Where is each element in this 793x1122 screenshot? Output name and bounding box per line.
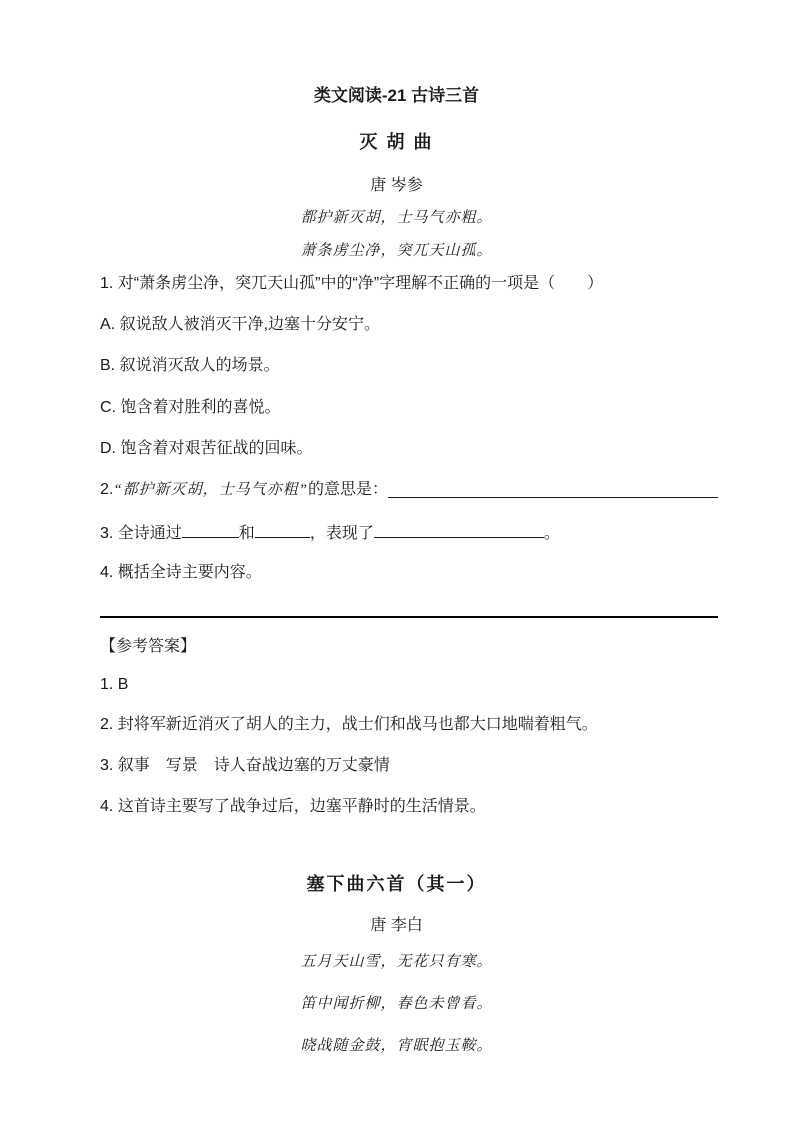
question-3 xyxy=(100,521,718,545)
answer-4: 4. 这首诗主要写了战争过后，边塞平静时的生活情景。 xyxy=(100,798,486,815)
question-3-text-1: 3. 全诗通过 xyxy=(100,525,182,542)
poem1-author: 唐 岑参 xyxy=(370,177,423,194)
question-3-blank-1 xyxy=(182,521,239,538)
question-2-quote: “都护新灭胡，士马气亦粗” xyxy=(113,482,309,498)
question-2-text: 的意思是： xyxy=(308,481,389,498)
poem2-line: 笛中闻折柳，春色未曾看。 xyxy=(300,996,493,1012)
question-3-text-3: ，表现了 xyxy=(309,525,374,542)
poem2-line: 晓战随金鼓，宵眠抱玉鞍。 xyxy=(300,1038,493,1054)
question-3-blank-3 xyxy=(374,521,544,538)
question-4: 4. 概括全诗主要内容。 xyxy=(100,564,262,581)
section-divider xyxy=(100,616,718,618)
answer-1: 1. B xyxy=(100,676,129,693)
poem2-author: 唐 李白 xyxy=(370,917,423,934)
poem1-line: 都护新灭胡，士马气亦粗。 xyxy=(300,210,493,226)
question-1: 1. 对“萧条虏尘净，突兀天山孤”中的“净”字理解不正确的一项是（ ） xyxy=(100,275,604,292)
answer-2: 2. 封将军新近消灭了胡人的主力，战士们和战马也都大口地喘着粗气。 xyxy=(100,716,598,733)
poem1-line: 萧条虏尘净，突兀天山孤。 xyxy=(300,243,493,259)
question-3-text-4: 。 xyxy=(543,525,560,542)
question-1-option-b: B. 叙说消灭敌人的场景。 xyxy=(100,357,280,374)
answer-3: 3. 叙事 写景 诗人奋战边塞的万丈豪情 xyxy=(100,757,390,774)
question-2-answer-blank xyxy=(388,479,718,498)
doc-title: 类文阅读-21 古诗三首 xyxy=(313,86,480,105)
question-3-text-2: 和 xyxy=(238,525,255,542)
question-2-number: 2. xyxy=(100,481,114,498)
poem2-line: 五月天山雪，无花只有寒。 xyxy=(300,954,493,970)
question-2 xyxy=(100,479,718,501)
poem2-title: 塞下曲六首（其一） xyxy=(306,874,487,894)
question-1-option-a: A. 叙说敌人被消灭干净,边塞十分安宁。 xyxy=(100,316,381,333)
answers-header: 【参考答案】 xyxy=(100,638,197,655)
question-1-option-c: C. 饱含着对胜利的喜悦。 xyxy=(100,399,281,416)
question-3-blank-2 xyxy=(255,521,310,538)
question-1-option-d: D. 饱含着对艰苦征战的回味。 xyxy=(100,440,313,457)
poem1-title: 灭 胡 曲 xyxy=(359,132,434,152)
